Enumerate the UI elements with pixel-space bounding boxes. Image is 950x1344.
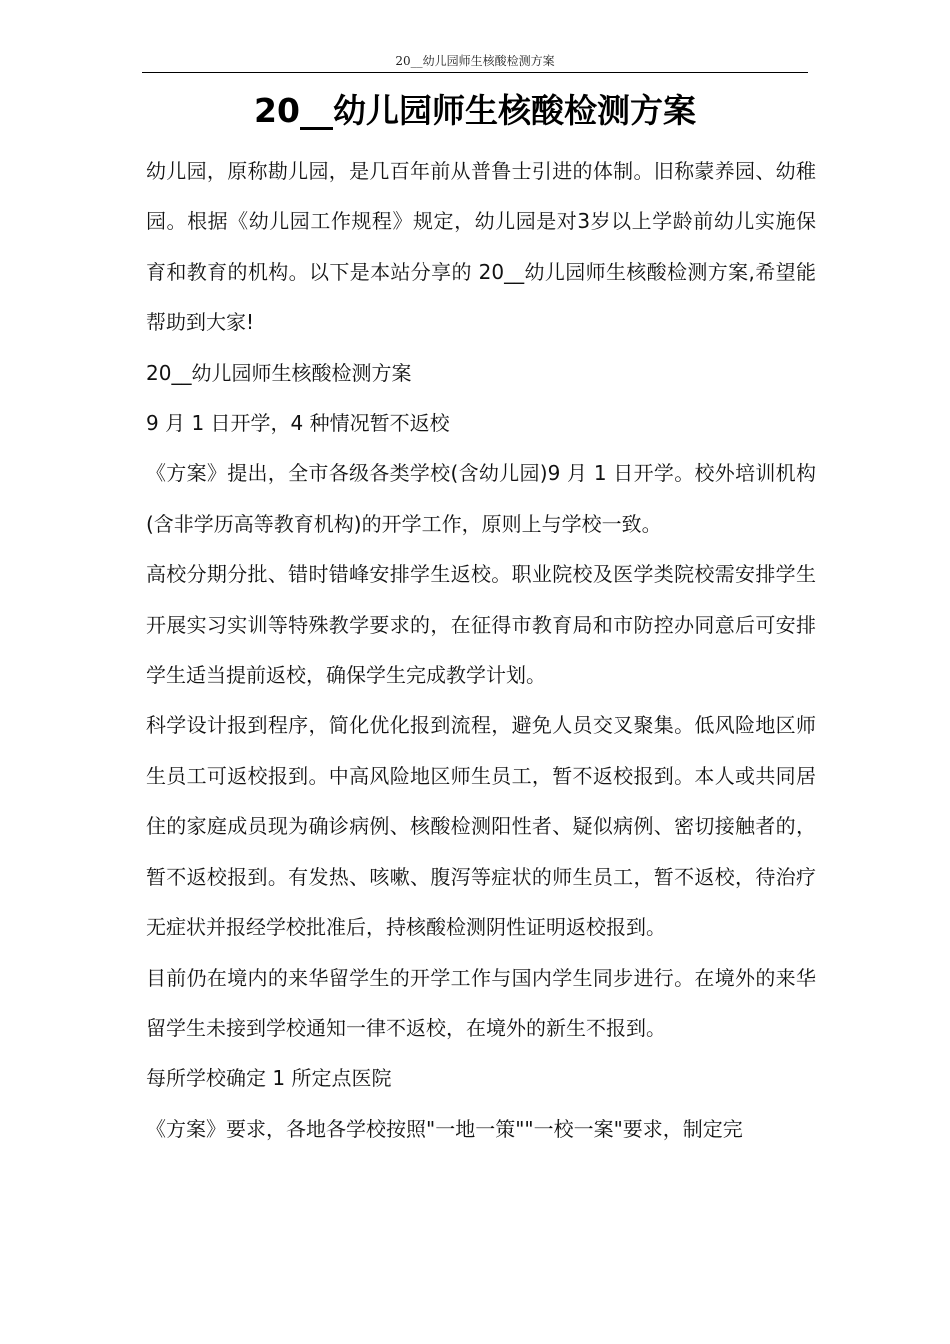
running-header: 20__幼儿园师生核酸检测方案 xyxy=(142,52,808,73)
document-body xyxy=(146,146,816,1154)
section-heading-designated-hospital: 每所学校确定 1 所定点医院 xyxy=(146,1066,392,1091)
paragraph-plan-requirements: 《方案》要求，各地各学校按照"一地一策""一校一案"要求，制定完 xyxy=(146,1116,743,1141)
paragraph-foreign-students: 目前仍在境内的来华留学生的开学工作与国内学生同步进行。在境外的来华留学生未接到学校通知一律不返校，在境外的新生不报到。 xyxy=(146,965,816,1040)
paragraph-university-return: 高校分期分批、错时错峰安排学生返校。职业院校及医学类院校需安排学生开展实习实训等特殊教学要求的，在征得市教育局和市防控办同意后可安排学生适当提前返校，确保学生完成教学计划。 xyxy=(146,562,816,688)
paragraph-registration: 科学设计报到程序，简化优化报到流程，避免人员交叉聚集。低风险地区师生员工可返校报到。中高风险地区师生员工，暂不返校报到。本人或共同居住的家庭成员现为确诊病例、核酸检测阳性者、疑似病例、密切接触者的，暂不返校报到。有发热、咳嗽、腹泻等症状的师生员工，暂不返校，待治疗无症状并报经学校批准后，持核酸检测阴性证明返校报到。 xyxy=(146,713,816,940)
paragraph-subtitle: 20__幼儿园师生核酸检测方案 xyxy=(146,360,412,385)
document-title: 20__幼儿园师生核酸检测方案 xyxy=(254,91,696,130)
section-heading-school-opening: 9 月 1 日开学，4 种情况暂不返校 xyxy=(146,411,450,436)
paragraph-opening-date: 《方案》提出，全市各级各类学校(含幼儿园)9 月 1 日开学。校外培训机构(含非学历高等教育机构)的开学工作，原则上与学校一致。 xyxy=(146,461,816,536)
paragraph-intro: 幼儿园，原称勘儿园，是几百年前从普鲁士引进的体制。旧称蒙养园、幼稚园。根据《幼儿园工作规程》规定，幼儿园是对3岁以上学龄前幼儿实施保育和教育的机构。以下是本站分享的 20__幼儿园师生核酸检测方案,希望能帮助到大家! xyxy=(146,159,816,335)
